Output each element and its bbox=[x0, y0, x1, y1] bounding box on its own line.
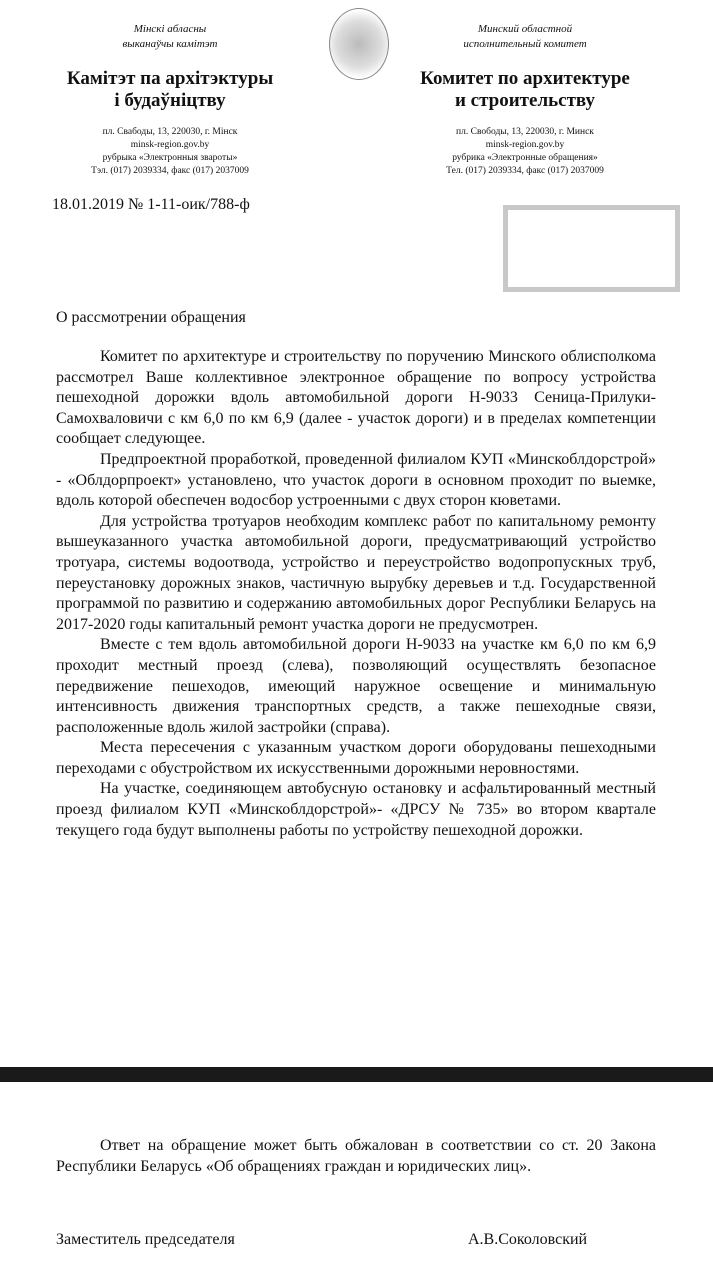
signer-position: Заместитель председателя bbox=[56, 1231, 235, 1248]
org-line: Мінскі абласны bbox=[133, 23, 207, 35]
contact-block: пл. Свободы, 13, 220030, г. Минск minsk-region.gov.by рубрика «Электронные обращения» Тел. (017) 2039334, факс (017) 2037009 bbox=[446, 127, 604, 176]
signer-name: А.В.Соколовский bbox=[468, 1231, 588, 1248]
committee-title: Комитет по архитектуре и строительству bbox=[420, 68, 630, 111]
paragraph: Комитет по архитектуре и строительству по поручению Минского облисполкома рассмотрел Ваше коллективное электронное обращение по вопросу устройства пешеходной дорожки вдоль автомобильной дороги Н-9033 Сеница-Прилуки- Самохваловичи с км 6,0 по км 6,9 (далее - участок дороги) и в пределах компетенции сообщает следующее. bbox=[56, 348, 656, 448]
redacted-address-box bbox=[503, 205, 680, 292]
letterhead-russian bbox=[395, 22, 655, 178]
appeal-note: Ответ на обращение может быть обжалован в соответствии со ст. 20 Закона Республики Беларусь «Об обращениях граждан и юридических лиц». bbox=[56, 1137, 656, 1175]
contact-block: пл. Свабоды, 13, 220030, г. Мінск minsk-region.gov.by рубрыка «Электронныя звароты» Тэл. (017) 2039334, факс (017) 2037009 bbox=[91, 127, 249, 176]
org-line: Минский областной bbox=[477, 23, 573, 35]
committee-title: Камітэт па архітэктуры і будаўніцтву bbox=[66, 68, 274, 111]
page-break-band bbox=[0, 1067, 713, 1082]
org-line: выканаўчы камітэт bbox=[122, 38, 218, 50]
date-number: 18.01.2019 № 1-11-оик/788-ф bbox=[52, 196, 250, 213]
paragraph: Предпроектной проработкой, проведенной филиалом КУП «Минскоблдорстрой» - «Облдорпроект» установлено, что участок дороги в основном проходит по выемке, вдоль которой обеспечен водосбор устроенными с двух сторон кюветами. bbox=[56, 450, 656, 510]
letter-body bbox=[56, 347, 656, 841]
paragraph: Места пересечения с указанным участком дороги оборудованы пешеходными переходами с обустройством их искусственными дорожными неровностями. bbox=[56, 739, 656, 777]
paragraph: Вместе с тем вдоль автомобильной дороги Н-9033 на участке км 6,0 по км 6,9 проходит местный проезд (слева), позволяющий осуществлять безопасное передвижение пешеходов, имеющий наружное освещение и минимальную интенсивность движения транспортных средств, а также пешеходные связи, расположенные вдоль жилой застройки (справа). bbox=[56, 636, 656, 736]
subject: О рассмотрении обращения bbox=[56, 309, 246, 326]
org-line: исполнительный комитет bbox=[463, 38, 587, 50]
paragraph: Для устройства тротуаров необходим комплекс работ по капитальному ремонту вышеуказанного участка автомобильной дороги, предусматривающий устройство тротуара, системы водоотвода, устройство и переустройство водопропускных труб, переустановку дорожных знаков, частичную вырубку деревьев и т.д. Государственной программой по развитию и содержанию автомобильных дорог Республики Беларусь на 2017-2020 годы капитальный ремонт участка дороги не предусмотрен. bbox=[56, 512, 656, 633]
letterhead-belarusian bbox=[40, 22, 300, 178]
state-emblem-icon bbox=[329, 8, 389, 80]
paragraph: На участке, соединяющем автобусную остановку и асфальтированный местный проезд филиалом КУП «Минскоблдорстрой»- «ДРСУ № 735» во втором квартале текущего года будут выполнены работы по устройству пешеходной дорожки. bbox=[56, 780, 656, 839]
